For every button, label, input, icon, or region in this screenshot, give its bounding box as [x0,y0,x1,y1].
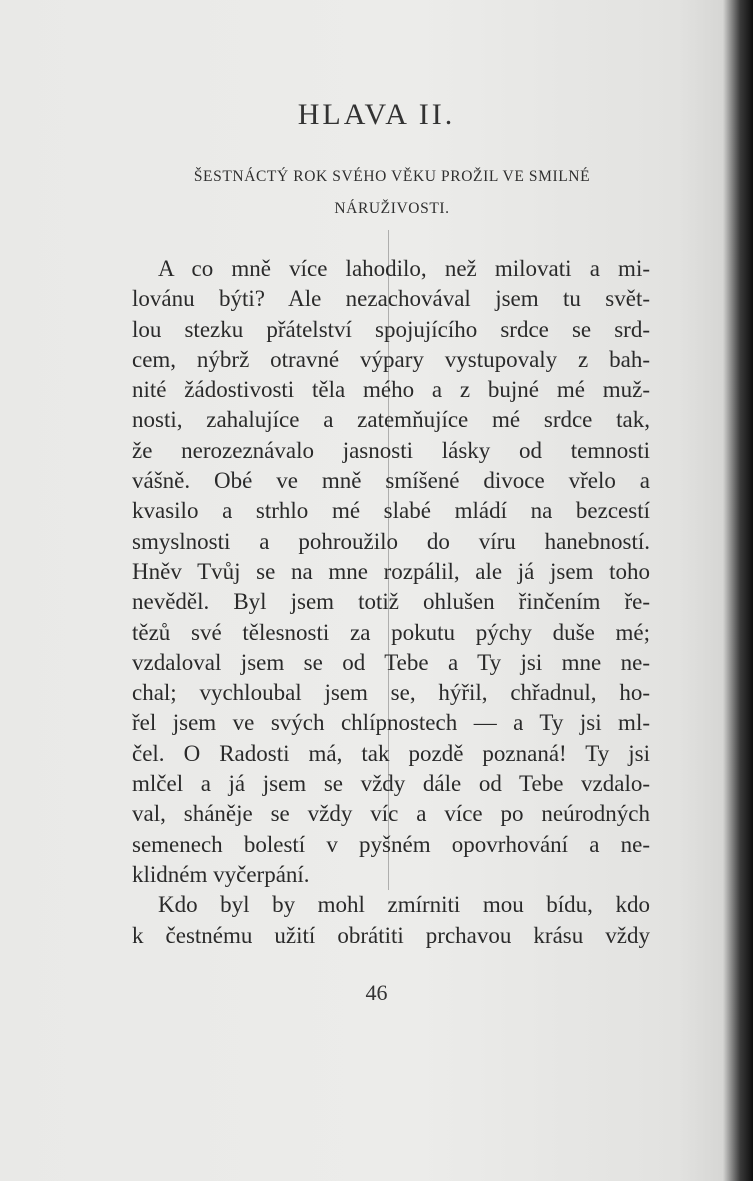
text-line: kvasilo a strhlo mé slabé mládí na bezcestí [132,498,650,524]
text-line: semenech bolestí v pyšném opovrhování a ne- [132,831,650,857]
text-line: tězů své tělesnosti za pokutu pýchy duše mé; [132,619,650,645]
text-line: Kdo byl by mohl zmírniti mou bídu, kdo [158,892,650,918]
subtitle-line: NÁRUŽIVOSTI. [334,200,450,217]
text-line: lou stezku přátelství spojujícího srdce se srd- [132,316,650,342]
subtitle-line: ŠESTNÁCTÝ ROK SVÉHO VĚKU PROŽIL VE SMILNÉ [193,168,591,185]
text-line: vášně. Obé ve mně smíšené divoce vřelo a [132,468,650,494]
page-number: 46 [365,980,388,1005]
text-line: nité žádostivosti těla mého a z bujné mé muž- [132,377,650,403]
text-line: val, sháněje se vždy víc a více po neúrodných [132,801,650,827]
text-line: vzdaloval jsem se od Tebe a Ty jsi mne ne- [132,649,650,675]
text-line: že nerozeznávalo jasnosti lásky od temnosti [132,437,650,463]
text-line: chal; vychloubal jsem se, hýřil, chřadnul, ho- [132,680,650,706]
text-line: čel. O Radosti má, tak pozdě poznaná! Ty jsi [132,740,650,766]
text-line: A co mně více lahodilo, než milovati a mi- [158,256,650,281]
text-line: cem, nýbrž otravné výpary vystupovaly z bah- [132,346,650,372]
text-line: smyslnosti a pohroužilo do víru hanebností. [132,528,650,554]
text-line: řel jsem ve svých chlípnostech — a Ty jsi ml- [132,710,650,736]
text-line: nevěděl. Byl jsem totiž ohlušen řinčením ře- [132,589,650,615]
text-line: k čestnému užití obrátiti prchavou krásu vždy [132,922,650,948]
text-line: lovánu býti? Ale nezachovával jsem tu svět- [132,286,650,312]
text-line: nosti, zahalujíce a zatemňujíce mé srdce tak, [132,407,650,433]
chapter-title: HLAVA II. [297,98,456,131]
text-line: Hněv Tvůj se na mne rozpálil, ale já jsem toho [132,558,650,584]
body-text [132,254,650,951]
text-line: mlčel a já jsem se vždy dále od Tebe vzdalo- [132,771,650,797]
text-line: klidném vyčerpání. [132,861,310,887]
chapter-subtitle [132,156,652,230]
